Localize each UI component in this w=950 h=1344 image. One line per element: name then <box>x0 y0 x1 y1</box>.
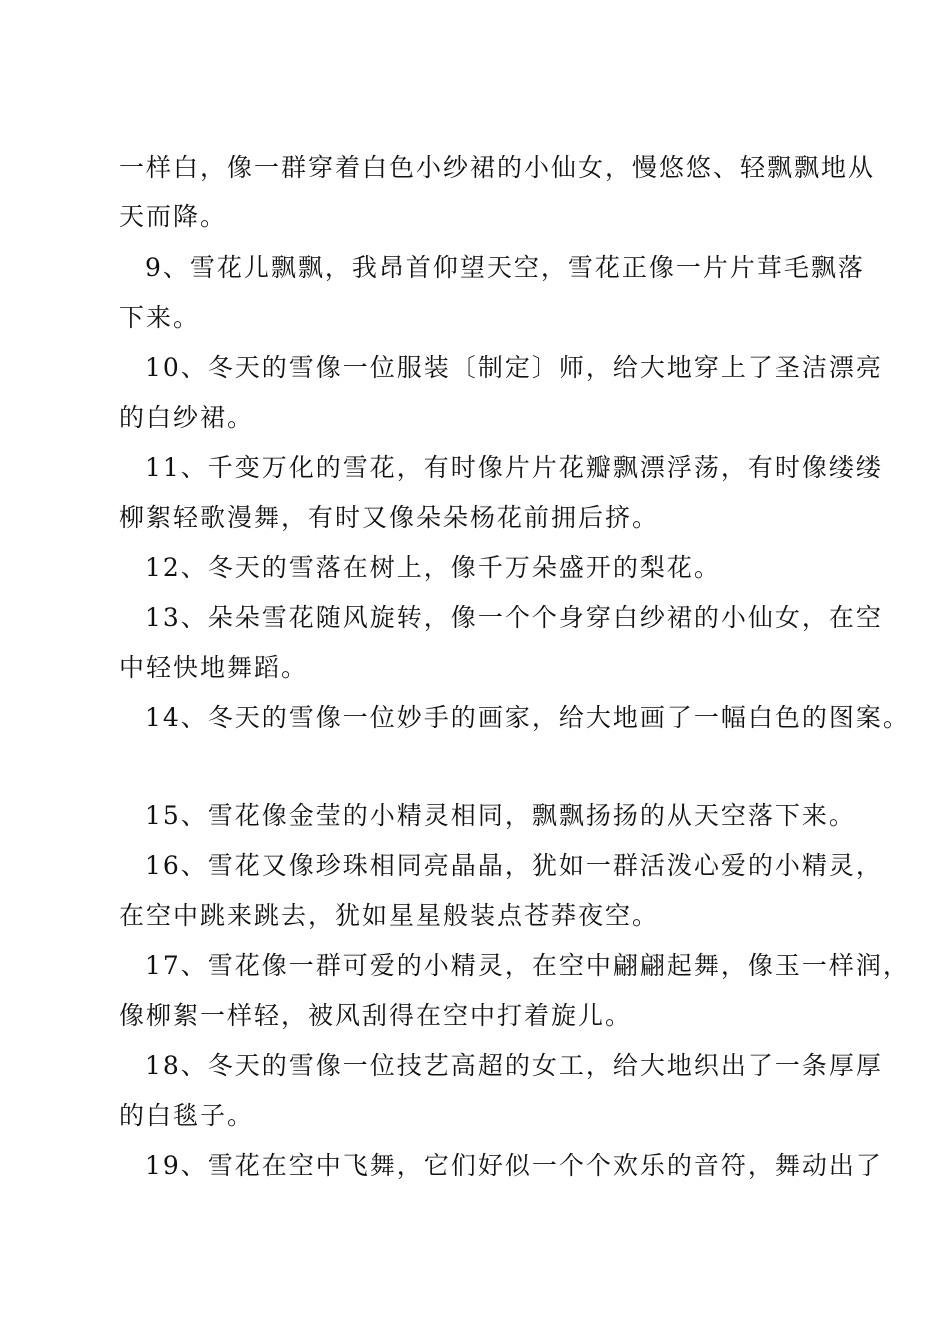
text-line: 18、冬天的雪像一位技艺高超的女工，给大地织出了一条厚厚 <box>145 1051 883 1080</box>
text-line: 的白纱裙。 <box>119 403 255 432</box>
text-line: 像柳絮一样轻，被风刮得在空中打着旋儿。 <box>119 1001 633 1030</box>
text-line: 14、冬天的雪像一位妙手的画家，给大地画了一幅白色的图案。 <box>145 703 910 732</box>
text-line: 10、冬天的雪像一位服装〔制定〕师，给大地穿上了圣洁漂亮 <box>145 353 883 382</box>
text-line: 一样白，像一群穿着白色小纱裙的小仙女，慢悠悠、轻飘飘地从 <box>119 153 876 182</box>
text-line: 15、雪花像金莹的小精灵相同，飘飘扬扬的从天空落下来。 <box>145 801 856 830</box>
text-line: 在空中跳来跳去，犹如星星般装点苍莽夜空。 <box>119 901 660 930</box>
text-line: 天而降。 <box>119 202 228 231</box>
text-line: 17、雪花像一群可爱的小精灵，在空中翩翩起舞，像玉一样润， <box>145 951 910 980</box>
text-line: 柳絮轻歌漫舞，有时又像朵朵杨花前拥后挤。 <box>119 503 660 532</box>
text-line: 9、雪花儿飘飘，我昂首仰望天空，雪花正像一片片茸毛飘落 <box>145 253 865 282</box>
text-line: 19、雪花在空中飞舞，它们好似一个个欢乐的音符，舞动出了 <box>145 1151 883 1180</box>
text-line: 13、朵朵雪花随风旋转，像一个个身穿白纱裙的小仙女，在空 <box>145 603 883 632</box>
text-line: 下来。 <box>119 303 201 332</box>
text-line: 11、千变万化的雪花，有时像片片花瓣飘漂浮荡，有时像缕缕 <box>145 453 883 482</box>
text-line: 16、雪花又像珍珠相同亮晶晶，犹如一群活泼心爱的小精灵， <box>145 851 883 880</box>
text-line: 12、冬天的雪落在树上，像千万朵盛开的梨花。 <box>145 553 721 582</box>
text-line: 的白毯子。 <box>119 1101 255 1130</box>
text-line: 中轻快地舞蹈。 <box>119 653 309 682</box>
